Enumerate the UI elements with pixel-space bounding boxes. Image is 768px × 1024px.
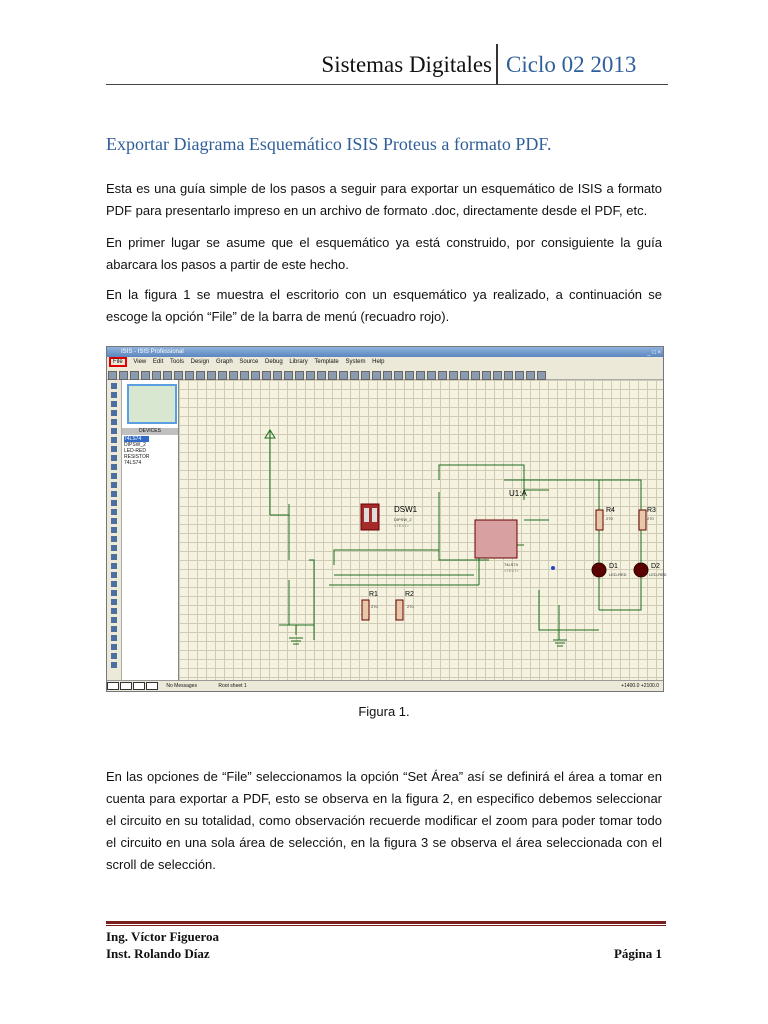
tool-icon[interactable]: [111, 446, 117, 452]
toolbar-icon[interactable]: [163, 371, 172, 380]
toolbar-icon[interactable]: [229, 371, 238, 380]
toolbar-icon[interactable]: [328, 371, 337, 380]
toolbar-icon[interactable]: [394, 371, 403, 380]
figure-caption: Figura 1.: [358, 704, 410, 719]
switch-text: <TEXT>: [394, 523, 409, 528]
resistor-r4: [596, 510, 603, 530]
footer-rule: [106, 921, 666, 924]
toolbar-icon[interactable]: [405, 371, 414, 380]
tool-icon[interactable]: [111, 626, 117, 632]
toolbar-icon[interactable]: [460, 371, 469, 380]
toolbar-icon[interactable]: [240, 371, 249, 380]
pause-button[interactable]: [133, 682, 145, 690]
tool-icon[interactable]: [111, 572, 117, 578]
tool-icon[interactable]: [111, 464, 117, 470]
toolbar-icon[interactable]: [361, 371, 370, 380]
toolbar-icon[interactable]: [306, 371, 315, 380]
toolbar-icon[interactable]: [416, 371, 425, 380]
toolbar-icon[interactable]: [471, 371, 480, 380]
menu-library[interactable]: Library: [289, 359, 308, 365]
footer-author: Ing. Víctor Figueroa: [106, 929, 220, 944]
menu-source[interactable]: Source: [239, 359, 259, 365]
status-bar: [107, 680, 663, 691]
toolbar-icon[interactable]: [141, 371, 150, 380]
tool-icon[interactable]: [111, 428, 117, 434]
tool-icon[interactable]: [111, 500, 117, 506]
tool-icon[interactable]: [111, 581, 117, 587]
toolbar-icon[interactable]: [262, 371, 271, 380]
menu-tools[interactable]: Tools: [169, 359, 184, 365]
tool-icon[interactable]: [111, 653, 117, 659]
tool-icon[interactable]: [111, 563, 117, 569]
toolbar-icon[interactable]: [185, 371, 194, 380]
toolbar-icon[interactable]: [438, 371, 447, 380]
toolbar-icon[interactable]: [174, 371, 183, 380]
device-item[interactable]: RESISTOR: [124, 454, 150, 460]
tool-icon[interactable]: [111, 527, 117, 533]
figure-1-screenshot: [106, 346, 667, 692]
toolbar-icon[interactable]: [218, 371, 227, 380]
flip-flop-ic: [475, 520, 517, 558]
status-coordinates: +1400.0 +2100.0: [621, 683, 659, 689]
paragraph-4: En las opciones de “File” seleccionamos la opción “Set Área” así se definirá el área a tomar en cuenta para exportar a PDF, esto se observa en la figura 2, en especifico debemos seleccionar el circuito en su totalidad, como observación recuerde modificar el zoom para poder tomar todo el circuito en una sola área de selección, en la figura 3 se observa el área seleccionada con el scroll de selección.: [106, 769, 662, 872]
tool-icon[interactable]: [111, 419, 117, 425]
tool-icon[interactable]: [111, 518, 117, 524]
tool-icon[interactable]: [111, 401, 117, 407]
device-panel: [122, 380, 179, 680]
document-title: Exportar Diagrama Esquemático ISIS Proteus a formato PDF.: [106, 134, 552, 154]
d1-label: D1: [609, 563, 618, 570]
toolbar-icon[interactable]: [196, 371, 205, 380]
r2-value: 270: [407, 604, 414, 609]
schematic-canvas[interactable]: [179, 380, 667, 680]
tool-icon[interactable]: [111, 590, 117, 596]
toolbar: [107, 367, 663, 380]
toolbar-icon[interactable]: [273, 371, 282, 380]
toolbar-icon[interactable]: [526, 371, 535, 380]
toolbar-icon[interactable]: [108, 371, 117, 380]
r2-label: R2: [405, 591, 414, 598]
toolbar-icon[interactable]: [493, 371, 502, 380]
r4-value: 270: [606, 516, 613, 521]
status-message: No Messages: [166, 683, 197, 689]
toolbar-icon[interactable]: [537, 371, 546, 380]
led-d1: [592, 563, 606, 577]
header-cycle: Ciclo 02 2013: [506, 52, 637, 77]
toolbar-icon[interactable]: [504, 371, 513, 380]
device-item[interactable]: 74LS74: [124, 436, 149, 442]
toolbar-icon[interactable]: [482, 371, 491, 380]
tool-icon[interactable]: [111, 383, 117, 389]
toolbar-icon[interactable]: [317, 371, 326, 380]
menu-help[interactable]: Help: [372, 359, 385, 365]
tool-icon[interactable]: [111, 617, 117, 623]
r3-label: R3: [647, 507, 656, 514]
menu-debug[interactable]: Debug: [265, 359, 283, 365]
tool-icon[interactable]: [111, 635, 117, 641]
paragraph-3: En la figura 1 se muestra el escritorio con un esquemático ya realizado, a continuación se escoge la opción “File” de la barra de menú (recuadro rojo).: [106, 287, 662, 324]
switch-label: DSW1: [394, 505, 418, 514]
step-button[interactable]: [120, 682, 132, 690]
r1-value: 270: [371, 604, 378, 609]
tool-icon[interactable]: [111, 392, 117, 398]
resistor-r1: [362, 600, 369, 620]
device-item[interactable]: DIPSW_2: [124, 442, 146, 448]
device-list: [124, 436, 149, 466]
ic-type: 74LS74: [504, 562, 518, 567]
ic-text: <TEXT>: [504, 568, 519, 573]
tool-icon[interactable]: [111, 536, 117, 542]
d1-type: LED-RED: [609, 572, 627, 577]
cursor-marker: [551, 566, 555, 570]
tool-icon[interactable]: [111, 599, 117, 605]
r3-value: 270: [647, 516, 654, 521]
header-divider: [496, 44, 498, 84]
device-item[interactable]: 74LS74: [124, 460, 142, 466]
r1-label: R1: [369, 591, 378, 598]
overview-preview[interactable]: [127, 384, 177, 424]
toolbar-icon[interactable]: [152, 371, 161, 380]
mode-toolbar: [107, 380, 122, 680]
toolbar-icon[interactable]: [383, 371, 392, 380]
toolbar-icon[interactable]: [339, 371, 348, 380]
resistor-r2: [396, 600, 403, 620]
menu-edit[interactable]: Edit: [152, 359, 164, 365]
tool-icon[interactable]: [111, 662, 117, 668]
resistor-r3: [639, 510, 646, 530]
toolbar-icon[interactable]: [449, 371, 458, 380]
menu-file[interactable]: File: [109, 357, 127, 367]
window-buttons: _ □ ×: [647, 350, 661, 356]
schematic-drawing: [179, 380, 667, 680]
menu-template[interactable]: Template: [314, 359, 339, 365]
led-d2: [634, 563, 648, 577]
toolbar-icon[interactable]: [350, 371, 359, 380]
tool-icon[interactable]: [111, 608, 117, 614]
d2-type: LED-RED: [649, 572, 667, 577]
play-button[interactable]: [107, 682, 119, 690]
stop-button[interactable]: [146, 682, 158, 690]
d2-label: D2: [651, 563, 660, 570]
toolbar-icon[interactable]: [251, 371, 260, 380]
devices-header: DEVICES: [122, 428, 178, 435]
header-title: Sistemas Digitales: [321, 52, 492, 77]
menu-graph[interactable]: Graph: [215, 359, 233, 365]
menu-design[interactable]: Design: [190, 359, 210, 365]
header-rule: [106, 84, 668, 85]
window-title-bar: [107, 347, 663, 357]
footer-page-number: Página 1: [613, 946, 662, 961]
switch-type: DIPSW_2: [394, 517, 412, 522]
menu-system[interactable]: System: [345, 359, 366, 365]
tool-icon[interactable]: [111, 545, 117, 551]
r4-label: R4: [606, 507, 615, 514]
menu-bar: [107, 357, 663, 367]
tool-icon[interactable]: [111, 644, 117, 650]
footer-institution: Inst. Rolando Díaz: [106, 946, 210, 961]
menu-view[interactable]: View: [133, 359, 147, 365]
status-sheet: Root sheet 1: [218, 683, 247, 689]
paragraph-1: Esta es una guía simple de los pasos a seguir para exportar un esquemático de ISIS a formato PDF para presentarlo impreso en un archivo de formato .doc, directamente desde el PDF, etc.: [106, 181, 662, 218]
toolbar-icon[interactable]: [284, 371, 293, 380]
tool-icon[interactable]: [111, 491, 117, 497]
toolbar-icon[interactable]: [130, 371, 139, 380]
footer-rule-thin: [106, 925, 666, 926]
tool-icon[interactable]: [111, 554, 117, 560]
device-item[interactable]: LED-RED: [124, 448, 146, 454]
tool-icon[interactable]: [111, 482, 117, 488]
toolbar-icon[interactable]: [372, 371, 381, 380]
tool-icon[interactable]: [111, 509, 117, 515]
tool-icon[interactable]: [111, 410, 117, 416]
paragraph-2: En primer lugar se asume que el esquemático ya está construido, por consiguiente la guía abarcara los pasos a partir de este hecho.: [106, 235, 662, 272]
tool-icon[interactable]: [111, 455, 117, 461]
toolbar-icon[interactable]: [515, 371, 524, 380]
window-title: ISIS - ISIS Professional: [121, 349, 184, 355]
toolbar-icon[interactable]: [207, 371, 216, 380]
ic-label: U1:A: [509, 489, 527, 498]
tool-icon[interactable]: [111, 437, 117, 443]
toolbar-icon[interactable]: [119, 371, 128, 380]
toolbar-icon[interactable]: [295, 371, 304, 380]
tool-icon[interactable]: [111, 473, 117, 479]
toolbar-icon[interactable]: [427, 371, 436, 380]
